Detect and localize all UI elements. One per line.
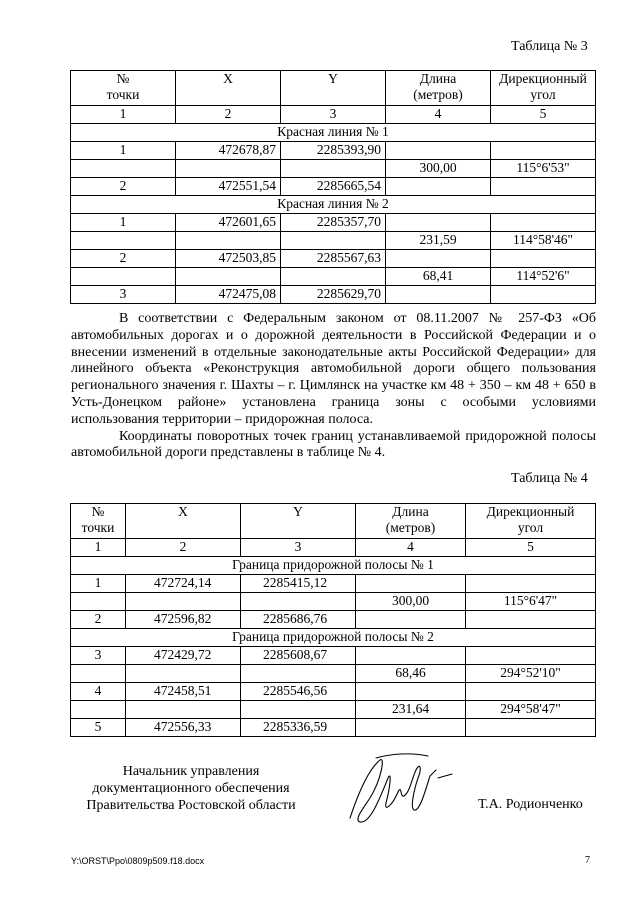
angle-value: 294°52'10" <box>466 665 596 683</box>
header-x: X <box>126 504 241 539</box>
length-value: 231,59 <box>386 232 491 250</box>
header-length: Длина (метров) <box>356 504 466 539</box>
empty-cell <box>126 593 241 611</box>
table3-header-row <box>71 71 596 106</box>
header-x: X <box>176 71 281 106</box>
section-row <box>71 557 596 575</box>
empty-cell <box>386 178 491 196</box>
empty-cell <box>466 647 596 665</box>
col-number: 4 <box>386 106 491 124</box>
table-row <box>71 142 596 160</box>
x-value: 472724,14 <box>126 575 241 593</box>
y-value: 2285608,67 <box>241 647 356 665</box>
point-number: 4 <box>71 683 126 701</box>
x-value: 472503,85 <box>176 250 281 268</box>
empty-cell <box>356 575 466 593</box>
table-row <box>71 160 596 178</box>
angle-value: 114°52'6" <box>491 268 596 286</box>
empty-cell <box>176 232 281 250</box>
table-row <box>71 232 596 250</box>
point-number: 2 <box>71 178 176 196</box>
col-number: 3 <box>281 106 386 124</box>
length-value: 68,46 <box>356 665 466 683</box>
x-value: 472551,54 <box>176 178 281 196</box>
header-point: № точки <box>71 71 176 106</box>
empty-cell <box>356 683 466 701</box>
table-row <box>71 286 596 304</box>
section-row <box>71 124 596 142</box>
empty-cell <box>356 647 466 665</box>
header-length: Длина (метров) <box>386 71 491 106</box>
col-number: 1 <box>71 539 126 557</box>
table4 <box>70 503 596 737</box>
y-value: 2285336,59 <box>241 719 356 737</box>
empty-cell <box>466 575 596 593</box>
x-value: 472556,33 <box>126 719 241 737</box>
empty-cell <box>71 593 126 611</box>
x-value: 472596,82 <box>126 611 241 629</box>
position-line: документационного обеспечения <box>92 781 290 796</box>
section-row <box>71 196 596 214</box>
empty-cell <box>241 593 356 611</box>
section-row <box>71 629 596 647</box>
empty-cell <box>176 160 281 178</box>
empty-cell <box>126 701 241 719</box>
empty-cell <box>386 214 491 232</box>
col-number: 4 <box>356 539 466 557</box>
empty-cell <box>281 268 386 286</box>
section-title: Граница придорожной полосы № 1 <box>71 557 596 575</box>
empty-cell <box>71 232 176 250</box>
table-row <box>71 647 596 665</box>
col-number: 1 <box>71 106 176 124</box>
table-row <box>71 178 596 196</box>
length-value: 300,00 <box>386 160 491 178</box>
point-number: 2 <box>71 250 176 268</box>
empty-cell <box>386 250 491 268</box>
length-value: 231,64 <box>356 701 466 719</box>
empty-cell <box>386 286 491 304</box>
col-number: 5 <box>491 106 596 124</box>
file-path: Y:\ORST\Ppo\0809p509.f18.docx <box>71 856 205 866</box>
point-number: 1 <box>71 142 176 160</box>
header-y: Y <box>281 71 386 106</box>
y-value: 2285393,90 <box>281 142 386 160</box>
length-value: 68,41 <box>386 268 491 286</box>
angle-value: 114°58'46" <box>491 232 596 250</box>
table-row <box>71 575 596 593</box>
x-value: 472678,87 <box>176 142 281 160</box>
empty-cell <box>71 160 176 178</box>
point-number: 3 <box>71 286 176 304</box>
table3 <box>70 70 596 304</box>
signatory-name: Т.А. Родионченко <box>478 797 583 812</box>
section-title: Красная линия № 1 <box>71 124 596 142</box>
empty-cell <box>71 665 126 683</box>
empty-cell <box>71 701 126 719</box>
angle-value: 294°58'47" <box>466 701 596 719</box>
empty-cell <box>491 250 596 268</box>
table3-caption: Таблица № 3 <box>511 39 588 54</box>
empty-cell <box>386 142 491 160</box>
section-title: Граница придорожной полосы № 2 <box>71 629 596 647</box>
signatory-position <box>71 763 311 814</box>
point-number: 3 <box>71 647 126 665</box>
x-value: 472458,51 <box>126 683 241 701</box>
empty-cell <box>491 142 596 160</box>
y-value: 2285357,70 <box>281 214 386 232</box>
empty-cell <box>126 665 241 683</box>
angle-value: 115°6'47" <box>466 593 596 611</box>
angle-value: 115°6'53" <box>491 160 596 178</box>
table-row <box>71 593 596 611</box>
empty-cell <box>466 683 596 701</box>
empty-cell <box>491 178 596 196</box>
y-value: 2285546,56 <box>241 683 356 701</box>
x-value: 472429,72 <box>126 647 241 665</box>
col-number: 5 <box>466 539 596 557</box>
position-line: Начальник управления <box>122 764 260 779</box>
table4-header-row <box>71 504 596 539</box>
x-value: 472601,65 <box>176 214 281 232</box>
table4-caption: Таблица № 4 <box>511 471 588 486</box>
paragraph: Координаты поворотных точек границ устанавливаемой придорожной полосы автомобильной дороги представлены в таблице № 4. <box>71 428 596 461</box>
table-row <box>71 611 596 629</box>
y-value: 2285686,76 <box>241 611 356 629</box>
table-row <box>71 683 596 701</box>
empty-cell <box>491 214 596 232</box>
table-row <box>71 665 596 683</box>
empty-cell <box>356 719 466 737</box>
empty-cell <box>281 160 386 178</box>
empty-cell <box>176 268 281 286</box>
x-value: 472475,08 <box>176 286 281 304</box>
empty-cell <box>241 701 356 719</box>
header-angle: Дирекционный угол <box>466 504 596 539</box>
column-number-row <box>71 539 596 557</box>
point-number: 1 <box>71 214 176 232</box>
column-number-row <box>71 106 596 124</box>
point-number: 2 <box>71 611 126 629</box>
point-number: 1 <box>71 575 126 593</box>
header-point: № точки <box>71 504 126 539</box>
header-y: Y <box>241 504 356 539</box>
empty-cell <box>491 286 596 304</box>
table-row <box>71 719 596 737</box>
y-value: 2285415,12 <box>241 575 356 593</box>
body-text <box>71 311 596 462</box>
page-number: 7 <box>585 855 590 866</box>
y-value: 2285567,63 <box>281 250 386 268</box>
empty-cell <box>466 719 596 737</box>
length-value: 300,00 <box>356 593 466 611</box>
header-angle: Дирекционный угол <box>491 71 596 106</box>
y-value: 2285665,54 <box>281 178 386 196</box>
y-value: 2285629,70 <box>281 286 386 304</box>
table-row <box>71 268 596 286</box>
empty-cell <box>241 665 356 683</box>
col-number: 2 <box>126 539 241 557</box>
empty-cell <box>466 611 596 629</box>
paragraph: В соответствии с Федеральным законом от 08.11.2007 № 257-ФЗ «Об автомобильных дорогах и о дорожной деятельности в Российской Федерации и о внесении изменений в отдельные законодательные акты Российской Федерации» для линейного объекта «Реконструкция автомобильной дороги общего пользования регионального значения г. Шахты – г. Цимлянск на участке км 48 + 350 – км 48 + 650 в Усть-Донецком районе» установлена граница зоны с особыми условиями использования территории – придорожная полоса. <box>71 311 596 427</box>
position-line: Правительства Ростовской области <box>86 798 296 813</box>
point-number: 5 <box>71 719 126 737</box>
col-number: 2 <box>176 106 281 124</box>
handwritten-signature <box>340 748 460 828</box>
table-row <box>71 701 596 719</box>
section-title: Красная линия № 2 <box>71 196 596 214</box>
empty-cell <box>356 611 466 629</box>
col-number: 3 <box>241 539 356 557</box>
empty-cell <box>71 268 176 286</box>
table-row <box>71 214 596 232</box>
table-row <box>71 250 596 268</box>
empty-cell <box>281 232 386 250</box>
